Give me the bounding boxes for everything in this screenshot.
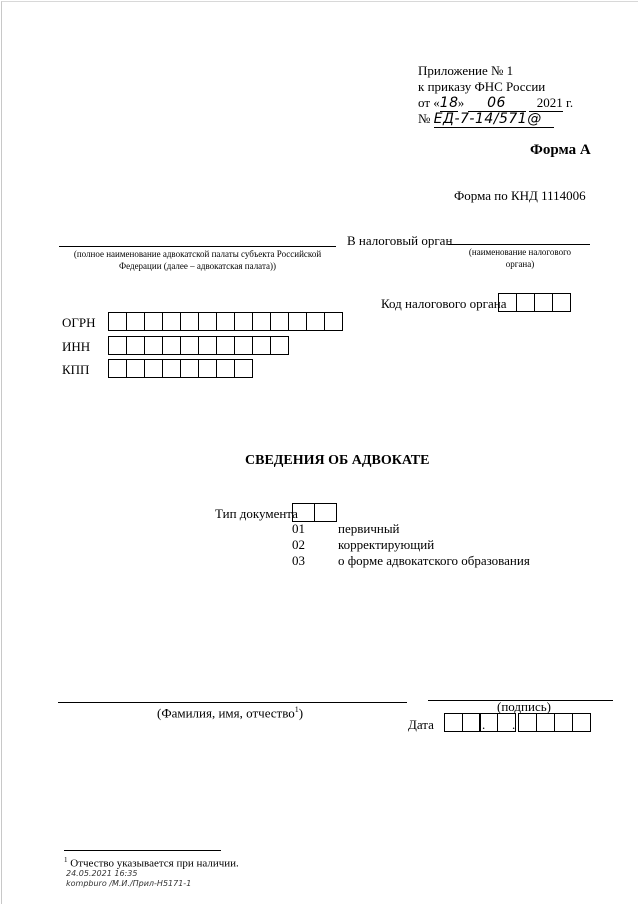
fio-line[interactable] [58,702,407,703]
chamber-name-line[interactable] [59,246,336,247]
form-title: Форма А [530,142,591,158]
kpp-label: КПП [62,362,90,377]
signature-caption: (подпись) [497,699,551,714]
tax-code-label: Код налогового органа [381,296,507,311]
order-date-line [418,95,573,112]
order-day: 18 [439,95,459,111]
inn-cells[interactable] [108,336,289,355]
print-stamp-file: kompburo /М.И./Прил-Н5171-1 [66,879,192,888]
doc-type-code-01: 01 [292,521,305,536]
doc-type-label-03: о форме адвокатского образования [338,553,530,568]
date-mid: » [457,95,465,110]
order-month: 06 [468,95,526,112]
tax-authority-caption: (наименование налогового органа) [468,247,572,269]
ogrn-cells[interactable] [108,312,343,331]
date-day-cells[interactable] [444,713,481,732]
kpp-cells[interactable] [108,359,253,378]
footnote-text: Отчество указывается при наличии. [70,857,239,870]
tax-authority-line [448,244,590,245]
tax-code-cells[interactable] [498,293,571,312]
order-number-line [418,111,554,128]
doc-type-label: Тип документа [215,506,298,521]
footnote-separator [64,850,221,851]
doc-type-cells[interactable] [292,503,337,522]
date-label: Дата [408,717,434,732]
section-title: СВЕДЕНИЯ ОБ АДВОКАТЕ [245,453,430,468]
date-year-cells[interactable] [518,713,591,732]
tax-authority-label: В налоговый орган [347,233,453,248]
fio-caption-close: ) [298,705,304,721]
inn-label: ИНН [62,339,91,354]
date-dot-2: . [512,717,516,732]
fio-caption [157,705,303,721]
doc-type-label-02: корректирующий [338,537,435,552]
print-stamp-date: 24.05.2021 16:35 [66,869,138,878]
appendix-label: Приложение № 1 [418,63,514,78]
date-month-cells[interactable] [479,713,516,732]
order-year: 2021 [529,95,563,112]
ogrn-label: ОГРН [62,315,96,330]
doc-type-label-01: первичный [338,521,400,536]
chamber-caption: (полное наименование адвокатской палаты субъекта Российской Федерации (далее – адвокатская палата)) [73,249,322,271]
fio-footnote-mark: 1 [294,705,299,714]
knd-label: Форма по КНД 1114006 [454,188,586,203]
order-label: к приказу ФНС России [418,79,546,94]
date-suffix: г. [566,95,574,110]
number-prefix: № [418,111,431,126]
footnote [64,856,239,870]
order-number: ЕД-7-14/571@ [434,111,554,128]
date-prefix: от « [418,95,440,110]
footnote-mark: 1 [64,856,68,864]
fio-caption-text: (Фамилия, имя, отчество [157,705,295,721]
doc-type-code-03: 03 [292,553,305,568]
doc-type-code-02: 02 [292,537,305,552]
date-dot-1: . [482,717,486,732]
